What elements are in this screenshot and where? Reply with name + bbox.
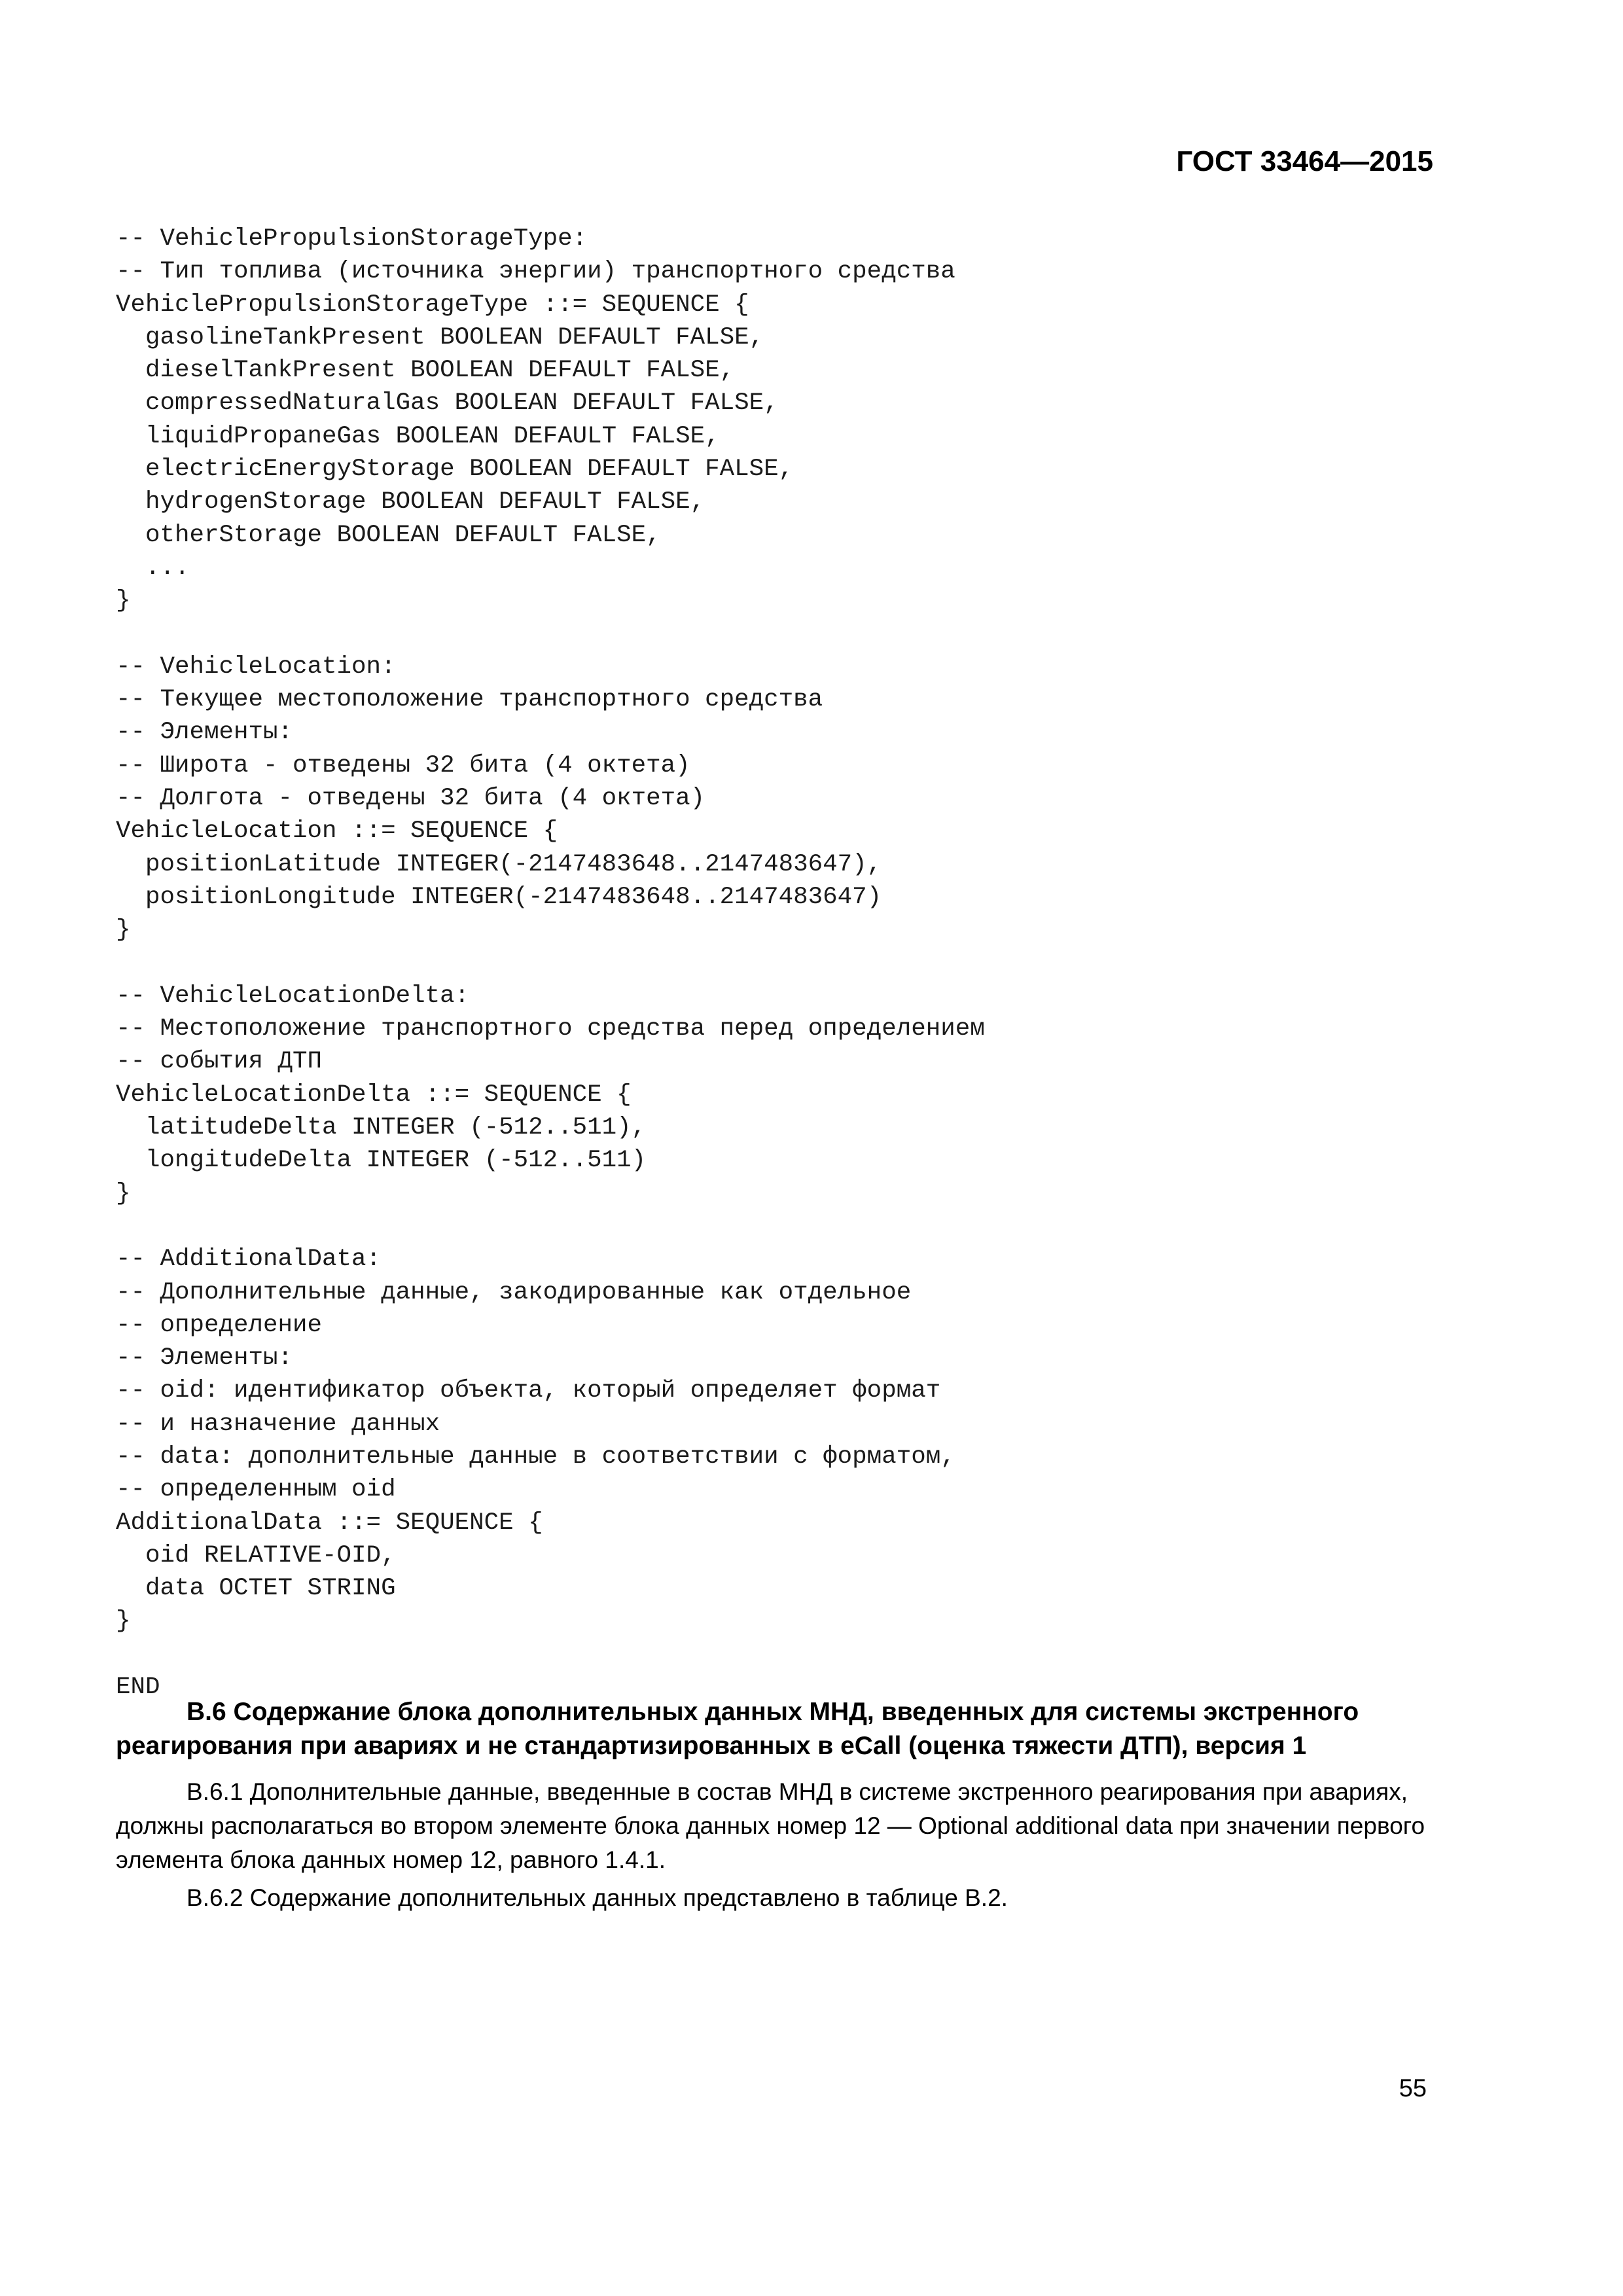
- code-line: }: [116, 916, 131, 944]
- paragraph-b6-1: В.6.1 Дополнительные данные, введенные в состав МНД в системе экстренного реагирования при авариях, должны располагаться во втором элементе блока данных номер 12 — Optional additional data при значении первого элемента блока данных номер 12, равного 1.4.1.: [116, 1778, 1425, 1873]
- code-line: -- VehicleLocationDelta:: [116, 982, 470, 1010]
- code-line: -- VehiclePropulsionStorageType:: [116, 225, 588, 253]
- code-line: compressedNaturalGas BOOLEAN DEFAULT FALSE,: [116, 389, 779, 418]
- code-line: [116, 947, 1464, 980]
- code-line: electricEnergyStorage BOOLEAN DEFAULT FALSE,: [116, 456, 794, 484]
- code-line: VehicleLocation ::= SEQUENCE {: [116, 817, 558, 846]
- code-line: -- data: дополнительные данные в соответствии с форматом,: [116, 1443, 955, 1471]
- code-line: -- AdditionalData:: [116, 1246, 382, 1274]
- code-line: positionLatitude INTEGER(-2147483648..2147483647),: [116, 850, 882, 878]
- code-line: END: [116, 1674, 160, 1702]
- code-line: -- события ДТП: [116, 1048, 323, 1076]
- code-line: [116, 1638, 1464, 1671]
- paragraph-b6-2: В.6.2 Содержание дополнительных данных представлено в таблице В.2.: [187, 1884, 1008, 1911]
- code-line: AdditionalData ::= SEQUENCE {: [116, 1509, 543, 1537]
- code-line: liquidPropaneGas BOOLEAN DEFAULT FALSE,: [116, 422, 720, 450]
- code-line: gasolineTankPresent BOOLEAN DEFAULT FALSE,: [116, 323, 764, 351]
- code-line: -- Широта - отведены 32 бита (4 октета): [116, 751, 690, 780]
- code-line: -- и назначение данных: [116, 1410, 440, 1438]
- code-line: oid RELATIVE-OID,: [116, 1541, 396, 1570]
- document-id-header: ГОСТ 33464—2015: [1176, 145, 1433, 177]
- code-line: hydrogenStorage BOOLEAN DEFAULT FALSE,: [116, 488, 705, 516]
- code-line: -- Элементы:: [116, 1344, 293, 1372]
- code-line: -- Элементы:: [116, 719, 293, 747]
- code-line: -- определение: [116, 1311, 323, 1339]
- code-line: [116, 618, 1464, 651]
- code-line: data OCTET STRING: [116, 1575, 396, 1603]
- code-line: -- Долгота - отведены 32 бита (4 октета): [116, 785, 705, 813]
- code-line: }: [116, 1179, 131, 1208]
- code-line: positionLongitude INTEGER(-2147483648..2147483647): [116, 883, 882, 911]
- code-line: -- Дополнительные данные, закодированные как отдельное: [116, 1278, 912, 1306]
- page-number: 55: [1399, 2075, 1427, 2102]
- code-line: -- oid: идентификатор объекта, который определяет формат: [116, 1377, 941, 1405]
- code-line: otherStorage BOOLEAN DEFAULT FALSE,: [116, 521, 661, 549]
- code-line: longitudeDelta INTEGER (-512..511): [116, 1147, 647, 1175]
- code-line: -- VehicleLocation:: [116, 653, 396, 681]
- code-line: -- определенным oid: [116, 1476, 396, 1504]
- code-line: -- Тип топлива (источника энергии) транспортного средства: [116, 258, 955, 286]
- code-line: latitudeDelta INTEGER (-512..511),: [116, 1114, 647, 1142]
- asn1-code-block: [116, 223, 1464, 1704]
- code-line: VehicleLocationDelta ::= SEQUENCE {: [116, 1081, 632, 1109]
- code-line: dieselTankPresent BOOLEAN DEFAULT FALSE,: [116, 357, 735, 385]
- code-line: }: [116, 1607, 131, 1636]
- section-heading: В.6 Содержание блока дополнительных данных МНД, введенных для системы экстренного реагирования при авариях и не стандартизированных в eCall (оценка тяжести ДТП), версия 1: [116, 1698, 1359, 1760]
- code-line: -- Местоположение транспортного средства перед определением: [116, 1015, 985, 1043]
- code-line: ...: [116, 554, 190, 582]
- code-line: }: [116, 587, 131, 615]
- section-b6: [116, 1695, 1433, 1919]
- code-line: -- Текущее местоположение транспортного средства: [116, 686, 823, 714]
- code-line: [116, 1210, 1464, 1243]
- code-line: VehiclePropulsionStorageType ::= SEQUENCE {: [116, 291, 749, 319]
